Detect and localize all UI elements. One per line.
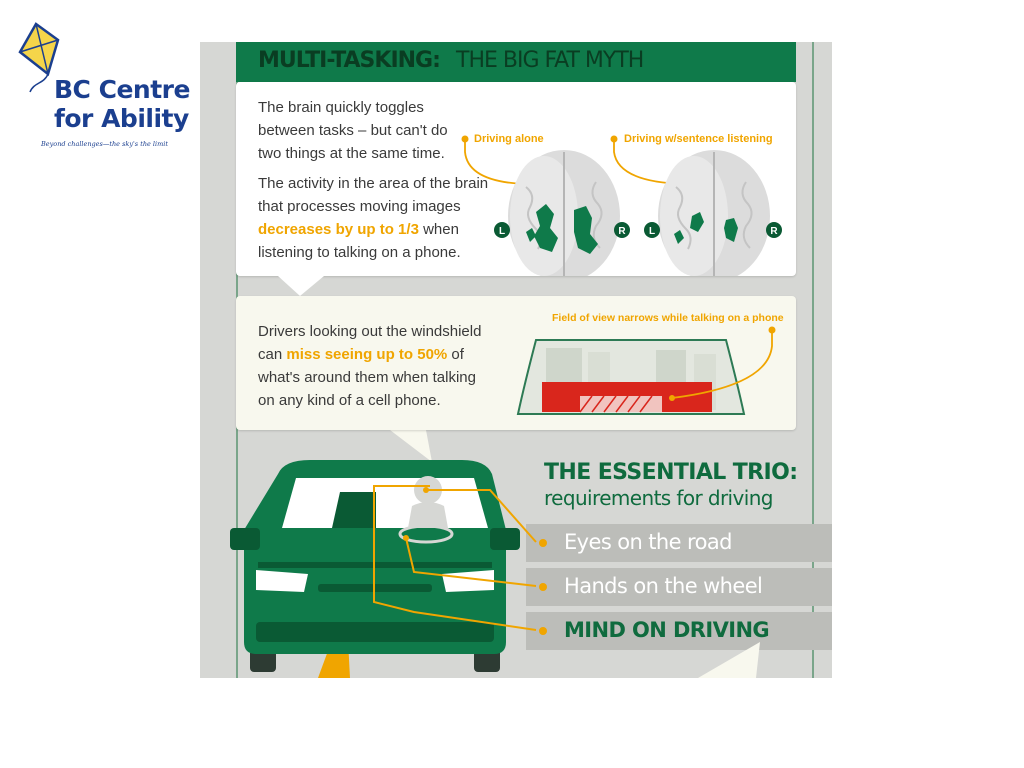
hemisphere-right-badge: R (770, 226, 778, 237)
brain-toggle-text: The brain quickly toggles between tasks – but can't do two things at the same time. (258, 99, 448, 162)
trio-item-hands: Hands on the wheel (564, 574, 763, 598)
label-driving-alone: Driving alone (474, 133, 544, 145)
label-driving-listening: Driving w/sentence listening (624, 133, 773, 145)
header-title: MULTI-TASKING: (258, 48, 440, 73)
logo-title-line1: BC Centre (54, 75, 190, 104)
hemisphere-right-badge: R (618, 226, 626, 237)
infographic (200, 42, 832, 678)
logo-tagline: Beyond challenges—the sky's the limit (41, 140, 168, 148)
field-of-view-label: Field of view narrows while talking on a phone (552, 312, 784, 324)
windshield-text: Drivers looking out the windshield can miss seeing up to 50% of what's around them when talking on any kind of a cell phone. (258, 323, 482, 409)
trio-item-mind: MIND ON DRIVING (564, 618, 770, 642)
car-illustration (200, 42, 832, 678)
trio-title: THE ESSENTIAL TRIO: (544, 460, 798, 485)
hemisphere-left-badge: L (498, 226, 506, 237)
bc-centre-logo (14, 22, 190, 152)
hemisphere-left-badge: L (648, 226, 656, 237)
brain-activity-text: The activity in the area of the brain that processes moving images decreases by up to 1/3 when listening to talking on a phone. (258, 175, 489, 261)
trio-item-eyes: Eyes on the road (564, 530, 732, 554)
trio-subtitle: requirements for driving (544, 486, 773, 510)
logo-title-line2: for Ability (54, 104, 189, 133)
header-subtitle: THE BIG FAT MYTH (456, 48, 644, 73)
